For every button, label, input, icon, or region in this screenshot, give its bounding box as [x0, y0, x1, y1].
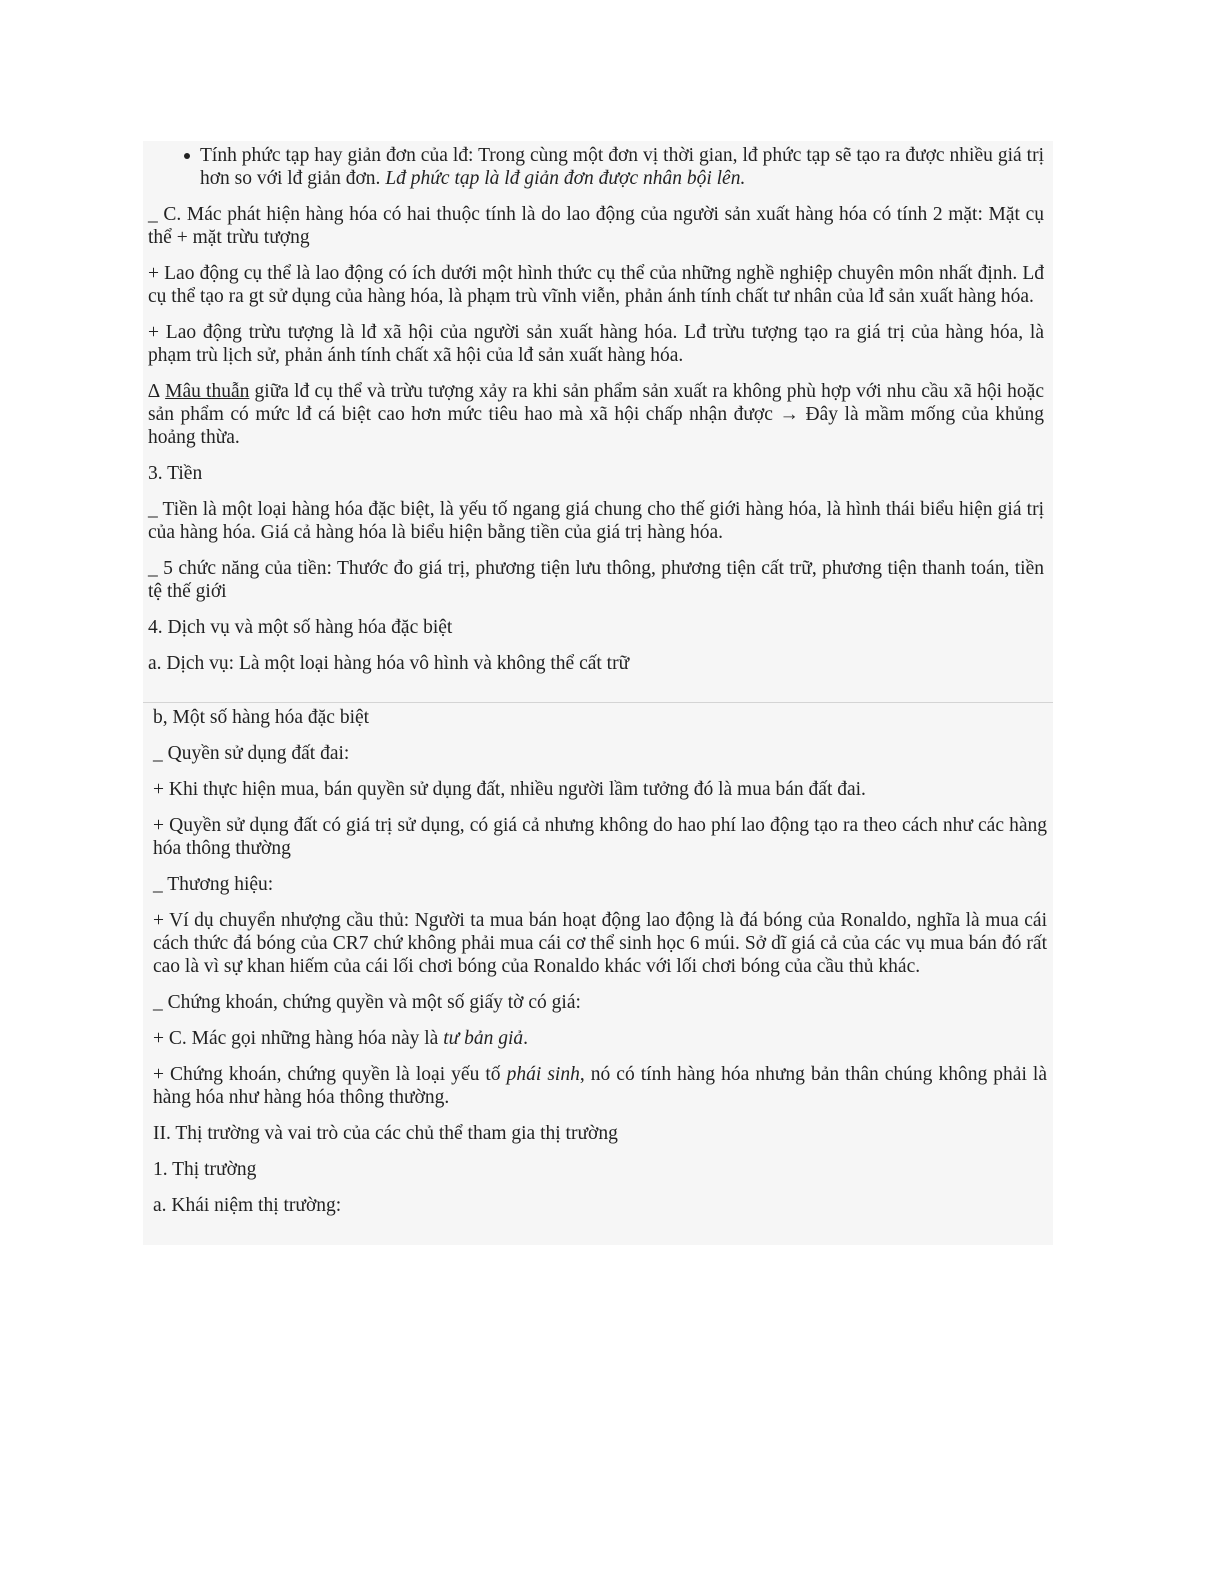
italic-term: phái sinh: [506, 1064, 580, 1085]
delta-symbol: ∆: [148, 381, 166, 402]
paragraph-marx-dual-labor: _ C. Mác phát hiện hàng hóa có hai thuộc tính là do lao động của người sản xuất hàng hóa có tính 2 mặt: Mặt cụ thể + mặt trừu tượng: [148, 204, 1044, 248]
paragraph-text: , nó có tính hàng hóa nhưng bản thân chúng không phải là hàng hóa như hàng hóa thông thường.: [153, 1064, 1047, 1108]
paragraph-brand: _ Thương hiệu:: [153, 874, 274, 895]
heading-services: 4. Dịch vụ và một số hàng hóa đặc biệt: [148, 617, 453, 638]
underlined-term: Mâu thuẫn: [165, 381, 250, 402]
document-section-bottom: [143, 702, 1053, 1245]
document-section-top: [143, 141, 1053, 702]
paragraph-securities-1: [153, 1027, 1047, 1050]
heading-special-goods: b, Một số hàng hóa đặc biệt: [153, 707, 370, 728]
italic-term: tư bản giả: [443, 1028, 524, 1049]
paragraph-brand-example: + Ví dụ chuyển nhượng cầu thủ: Người ta mua bán hoạt động lao động là đá bóng của Ronaldo, nghĩa là mua cái cách thức đá bóng của CR7 chứ không phải mua cái cơ thể sinh học 6 múi. Sở dĩ giá cả của các vụ mua bán đó rất cao là vì sự khan hiếm của cái lối chơi bóng của Ronaldo khác với lối chơi bóng của cầu thủ khác.: [153, 910, 1047, 977]
paragraph-text: giữa lđ cụ thể và trừu tượng xảy ra khi sản phẩm sản xuất ra không phù hợp với nhu cầu xã hội hoặc sản phẩm có mức lđ cá biệt cao hơn mức tiêu hao mà xã hội chấp nhận được → Đây là mầm mống của khủng hoảng thừa.: [148, 381, 1044, 448]
paragraph-money-definition: _ Tiền là một loại hàng hóa đặc biệt, là yếu tố ngang giá chung cho thế giới hàng hóa, là hình thái biểu hiện giá trị của hàng hóa. Giá cả hàng hóa là biểu hiện bằng tiền của giá trị hàng hóa.: [148, 499, 1044, 543]
heading-market-section: II. Thị trường và vai trò của các chủ thể tham gia thị trường: [153, 1123, 618, 1144]
list-item-italic-text: Lđ phức tạp là lđ giản đơn được nhân bội lên.: [385, 168, 746, 189]
paragraph-text: + Chứng khoán, chứng quyền là loại yếu tố: [153, 1064, 507, 1085]
paragraph-service-definition: a. Dịch vụ: Là một loại hàng hóa vô hình và không thể cất trữ: [148, 653, 630, 674]
heading-money: 3. Tiền: [148, 463, 203, 484]
heading-market: 1. Thị trường: [153, 1159, 257, 1180]
bullet-list: [148, 144, 1044, 190]
list-item-text: Tính phức tạp hay giản đơn của lđ: Trong cùng một đơn vị thời gian, lđ phức tạp sẽ tạo ra được nhiều giá trị hơn so với lđ giản đơn.: [200, 145, 1044, 189]
paragraph-securities-2: [153, 1063, 1047, 1109]
list-item-complexity: [200, 144, 1044, 190]
paragraph-money-functions: _ 5 chức năng của tiền: Thước đo giá trị, phương tiện lưu thông, phương tiện cất trữ, phương tiện thanh toán, tiền tệ thế giới: [148, 558, 1044, 602]
heading-market-concept: a. Khái niệm thị trường:: [153, 1195, 342, 1216]
paragraph-concrete-labor: + Lao động cụ thể là lao động có ích dưới một hình thức cụ thể của những nghề nghiệp chuyên môn nhất định. Lđ cụ thể tạo ra gt sử dụng của hàng hóa, là phạm trù vĩnh viễn, phản ánh tính chất tư nhân của lđ sản xuất hàng hóa.: [148, 263, 1044, 307]
paragraph-securities: _ Chứng khoán, chứng quyền và một số giấy tờ có giá:: [153, 992, 581, 1013]
paragraph-contradiction: [148, 380, 1044, 449]
paragraph-text: + C. Mác gọi những hàng hóa này là: [153, 1028, 444, 1049]
paragraph-text: .: [523, 1028, 529, 1049]
paragraph-land-use-rights: _ Quyền sử dụng đất đai:: [153, 743, 350, 764]
paragraph-land-2: + Quyền sử dụng đất có giá trị sử dụng, có giá cả nhưng không do hao phí lao động tạo ra theo cách như các hàng hóa thông thường: [153, 815, 1047, 859]
paragraph-abstract-labor: + Lao động trừu tượng là lđ xã hội của người sản xuất hàng hóa. Lđ trừu tượng tạo ra giá trị của hàng hóa, là phạm trù lịch sử, phản ánh tính chất xã hội của lđ sản xuất hàng hóa.: [148, 322, 1044, 366]
paragraph-land-1: + Khi thực hiện mua, bán quyền sử dụng đất, nhiều người lầm tưởng đó là mua bán đất đai.: [153, 779, 866, 800]
